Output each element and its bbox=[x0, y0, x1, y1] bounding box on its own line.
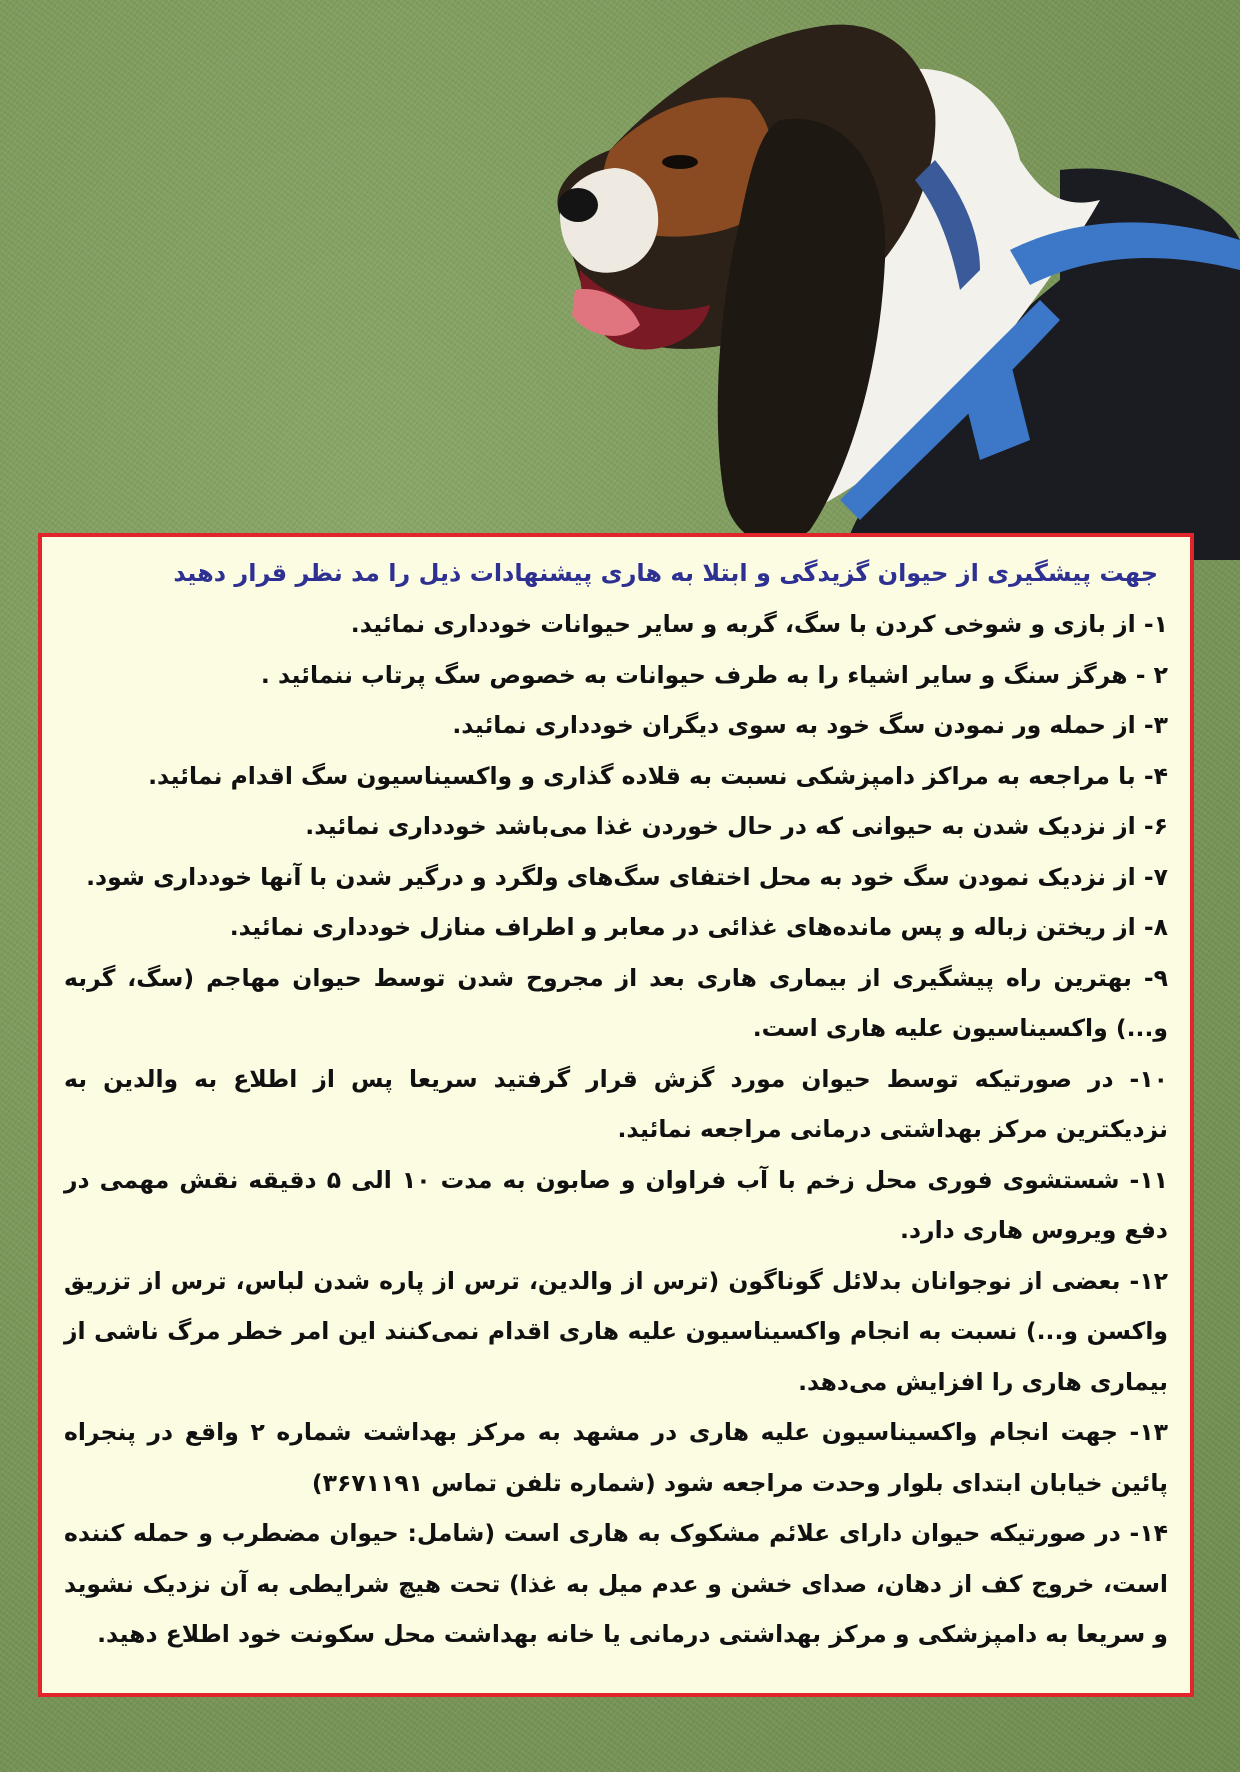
advice-item: ۱۱- شستشوی فوری محل زخم با آب فراوان و صابون به مدت ۱۰ الی ۵ دقیقه نقش مهمی در دفع ویروس هاری دارد. bbox=[64, 1165, 1168, 1244]
advice-item: ۱۰- در صورتیکه توسط حیوان مورد گزش قرار گرفتید سریعا پس از اطلاع به والدین به نزدیکترین مرکز بهداشتی درمانی مراجعه نمائید. bbox=[64, 1064, 1168, 1143]
headline: جهت پیشگیری از حیوان گزیدگی و ابتلا به هاری پیشنهادات ذیل را مد نظر قرار دهید bbox=[173, 559, 1158, 587]
advice-item: ۳- از حمله ور نمودن سگ خود به سوی دیگران خودداری نمائید. bbox=[452, 711, 1168, 739]
advice-item: ۴- با مراجعه به مراکز دامپزشکی نسبت به قلاده گذاری و واکسیناسیون سگ اقدام نمائید. bbox=[148, 761, 1168, 790]
advice-item: ۷- از نزدیک نمودن سگ خود به محل اختفای سگ‌های ولگرد و درگیر شدن با آنها خودداری شود. bbox=[86, 862, 1168, 891]
advice-list bbox=[64, 599, 1168, 1660]
advice-item: ۶- از نزدیک شدن به حیوانی که در حال خوردن غذا می‌باشد خودداری نمائید. bbox=[305, 812, 1168, 840]
dog-photo bbox=[540, 0, 1240, 560]
advice-item: ۱- از بازی و شوخی کردن با سگ، گربه و سایر حیوانات خودداری نمائید. bbox=[350, 610, 1168, 638]
advice-item: ۱۳- جهت انجام واکسیناسیون علیه هاری در مشهد به مرکز بهداشت شماره ۲ واقع در پنجراه پائین خیابان ابتدای بلوار وحدت مراجعه شود (شماره تلفن تماس ۳۶۷۱۱۹۱) bbox=[64, 1418, 1168, 1497]
advice-item: ۹- بهترین راه پیشگیری از بیماری هاری بعد از مجروح شدن توسط حیوان مهاجم (سگ، گربه و...) واکسیناسیون علیه هاری است. bbox=[64, 963, 1168, 1042]
info-panel bbox=[38, 533, 1194, 1697]
advice-item: ۸- از ریختن زباله و پس مانده‌های غذائی در معابر و اطراف منازل خودداری نمائید. bbox=[229, 913, 1168, 941]
dog-nose bbox=[558, 188, 598, 222]
dog-eye bbox=[662, 155, 698, 169]
advice-item: ۱۴- در صورتیکه حیوان دارای علائم مشکوک به هاری است (شامل: حیوان مضطرب و حمله کننده است، خروج کف از دهان، صدای خشن و عدم میل به غذا) تحت هیچ شرایطی به آن نزدیک نشوید و سریعا به دامپزشکی و مرکز بهداشتی درمانی یا خانه بهداشت محل سکونت خود اطلاع دهید. bbox=[64, 1519, 1168, 1648]
advice-item: ۲ - هرگز سنگ و سایر اشیاء را به طرف حیوانات به خصوص سگ پرتاب ننمائید . bbox=[260, 660, 1168, 689]
advice-item: ۱۲- بعضی از نوجوانان بدلائل گوناگون (ترس از والدین، ترس از پاره شدن لباس، ترس از تزریق واکسن و...) نسبت به انجام واکسیناسیون علیه هاری اقدام نمی‌کنند این امر خطر مرگ ناشی از بیماری هاری را افزایش می‌دهد. bbox=[64, 1266, 1168, 1396]
